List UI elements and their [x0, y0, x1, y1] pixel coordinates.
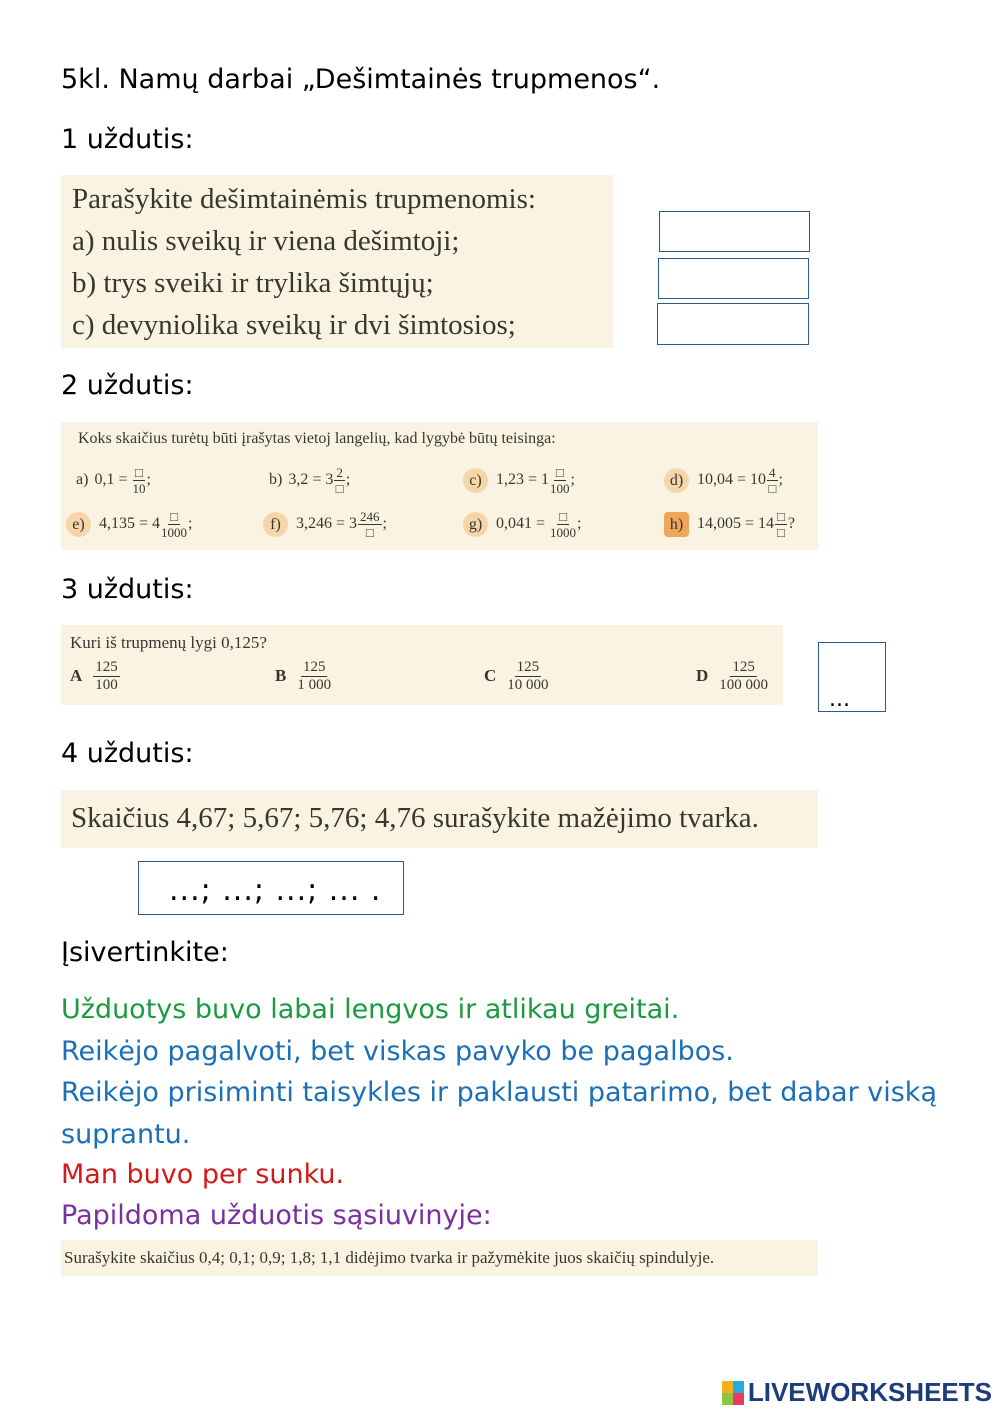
- task2-prompt: Koks skaičius turėtų būti įrašytas vietoj langelių, kad lygybė būtų teisinga:: [78, 430, 556, 447]
- whole-part: 3: [349, 515, 358, 532]
- fraction: [297, 660, 331, 693]
- item-label: e): [66, 512, 91, 537]
- numerator-box[interactable]: □: [777, 508, 785, 524]
- numerator: 2: [336, 464, 343, 480]
- task2-heading: 2 uždutis:: [61, 370, 194, 401]
- numerator: 125: [302, 658, 326, 675]
- task2-item-c: [463, 462, 575, 498]
- assessment-needed-help-cont[interactable]: suprantu.: [61, 1119, 191, 1150]
- task1-item-a: a) nulis sveikų ir viena dešimtoji;: [72, 225, 460, 257]
- denominator-box[interactable]: □: [365, 524, 374, 540]
- task1-answer-a-input[interactable]: [659, 211, 810, 252]
- numerator-box[interactable]: □: [135, 464, 143, 480]
- assessment-thinking[interactable]: Reikėjo pagalvoti, bet viskas pavyko be pagalbos.: [61, 1036, 734, 1067]
- task4-answer-input[interactable]: [138, 861, 404, 915]
- denominator: 1000: [550, 524, 577, 540]
- item-end: ;: [778, 471, 783, 488]
- whole-part: 10: [750, 471, 767, 488]
- denominator: 1000: [161, 524, 188, 540]
- task3-option-a: [70, 655, 121, 697]
- fraction: [132, 466, 145, 495]
- task2-item-g: [463, 506, 581, 542]
- fraction: [775, 510, 787, 539]
- whole-part: 4: [152, 515, 161, 532]
- task1-item-c: c) devyniolika sveikų ir dvi šimtosios;: [72, 309, 516, 341]
- denominator-box[interactable]: □: [768, 480, 777, 496]
- extra-task-panel: [61, 1240, 818, 1276]
- item-label: b): [269, 471, 283, 488]
- numerator: 246: [360, 508, 380, 524]
- fraction: [334, 466, 345, 495]
- task3-heading: 3 uždutis:: [61, 574, 194, 605]
- whole-part: 1: [541, 471, 550, 488]
- numerator-box[interactable]: □: [170, 508, 178, 524]
- denominator: 10: [132, 480, 146, 496]
- brand-name: LIVEWORKSHEETS: [747, 1377, 992, 1407]
- denominator-box[interactable]: □: [777, 524, 785, 540]
- task1-heading: 1 uždutis:: [61, 124, 194, 155]
- item-end: ;: [570, 471, 575, 488]
- fraction: [93, 660, 120, 693]
- item-end: ;: [345, 471, 351, 488]
- task4-prompt: Skaičius 4,67; 5,67; 5,76; 4,76 surašykite mažėjimo tvarka.: [71, 802, 759, 834]
- item-label: a): [76, 471, 89, 488]
- numerator: 125: [516, 658, 540, 675]
- task3-prompt: Kuri iš trupmenų lygi 0,125?: [70, 633, 267, 652]
- assessment-easy[interactable]: Užduotys buvo labai lengvos ir atlikau greitai.: [61, 994, 680, 1025]
- denominator: 100 000: [719, 676, 769, 693]
- task1-prompt: Parašykite dešimtainėmis trupmenomis:: [72, 183, 536, 215]
- page-title: 5kl. Namų darbai „Dešimtainės trupmenos“.: [61, 64, 661, 95]
- fraction: [507, 660, 548, 693]
- denominator-box[interactable]: □: [335, 480, 344, 496]
- item-left: 0,041 =: [496, 515, 546, 532]
- task3-panel: [61, 625, 783, 705]
- option-letter: B: [275, 666, 287, 685]
- task2-item-e: [66, 506, 192, 542]
- item-label: h): [664, 512, 689, 537]
- option-letter: A: [70, 666, 83, 685]
- item-label: f): [263, 512, 288, 537]
- item-left: 3,2 =: [288, 471, 322, 488]
- task2-item-f: [263, 506, 387, 542]
- liveworksheets-logo: [722, 1377, 992, 1408]
- task2-item-a: [76, 462, 151, 498]
- task3-option-c: [484, 655, 550, 697]
- item-left: 0,1 =: [94, 471, 128, 488]
- item-label: d): [664, 468, 689, 493]
- item-end: ;: [382, 515, 387, 532]
- task1-answer-b-input[interactable]: [658, 258, 809, 299]
- item-left: 14,005 =: [697, 515, 755, 532]
- self-assessment-heading: Įsivertinkite:: [61, 937, 229, 968]
- item-end: ;: [188, 515, 193, 532]
- task3-answer-input[interactable]: [818, 642, 886, 712]
- numerator-box[interactable]: □: [559, 508, 567, 524]
- lw-logo-icon: [722, 1381, 744, 1405]
- option-letter: D: [696, 666, 709, 685]
- task4-heading: 4 uždutis:: [61, 738, 194, 769]
- denominator: 100: [550, 480, 570, 496]
- whole-part: 14: [758, 515, 775, 532]
- task2-item-d: [664, 462, 783, 498]
- item-left: 3,246 =: [296, 515, 346, 532]
- item-end: ;: [146, 471, 151, 488]
- numerator-box[interactable]: □: [555, 464, 564, 480]
- item-left: 4,135 =: [99, 515, 149, 532]
- whole-part: 3: [325, 471, 334, 488]
- fraction: [161, 510, 187, 539]
- task3-option-b: [275, 655, 332, 697]
- fraction: [767, 466, 778, 495]
- extra-task-text: Surašykite skaičius 0,4; 0,1; 0,9; 1,8; 1,1 didėjimo tvarka ir pažymėkite juos skaičių spindulyje.: [64, 1248, 715, 1267]
- item-label: g): [463, 512, 488, 537]
- extra-task-heading: Papildoma užduotis sąsiuvinyje:: [61, 1200, 492, 1231]
- item-left: 10,04 =: [697, 471, 747, 488]
- item-label: c): [463, 468, 488, 493]
- assessment-needed-help[interactable]: Reikėjo prisiminti taisykles ir paklausti patarimo, bet dabar viską: [61, 1077, 937, 1108]
- task1-answer-c-input[interactable]: [657, 303, 809, 345]
- fraction: [719, 660, 768, 693]
- task1-item-b: b) trys sveiki ir trylika šimtųjų;: [72, 267, 434, 299]
- numerator: 125: [732, 658, 755, 675]
- task2-item-h: [664, 506, 795, 542]
- numerator: 125: [95, 658, 118, 675]
- item-end: ?: [787, 515, 795, 532]
- denominator: 10 000: [507, 676, 549, 693]
- denominator: 1 000: [297, 676, 332, 693]
- fraction: [550, 510, 576, 539]
- assessment-too-hard[interactable]: Man buvo per sunku.: [61, 1159, 345, 1190]
- option-letter: C: [484, 666, 497, 685]
- task1-panel: [61, 175, 613, 348]
- item-end: ;: [577, 515, 582, 532]
- task4-panel: [61, 790, 818, 848]
- fraction: [358, 510, 382, 539]
- task4-answer-text: ...; ...; ...; ... .: [169, 873, 382, 908]
- task2-item-b: [269, 462, 350, 498]
- task2-panel: [61, 422, 818, 550]
- denominator: 100: [95, 676, 118, 693]
- item-left: 1,23 =: [496, 471, 538, 488]
- task3-answer-text: ...: [829, 687, 850, 712]
- fraction: [550, 466, 570, 495]
- numerator: 4: [769, 464, 776, 480]
- task3-option-d: [696, 655, 769, 697]
